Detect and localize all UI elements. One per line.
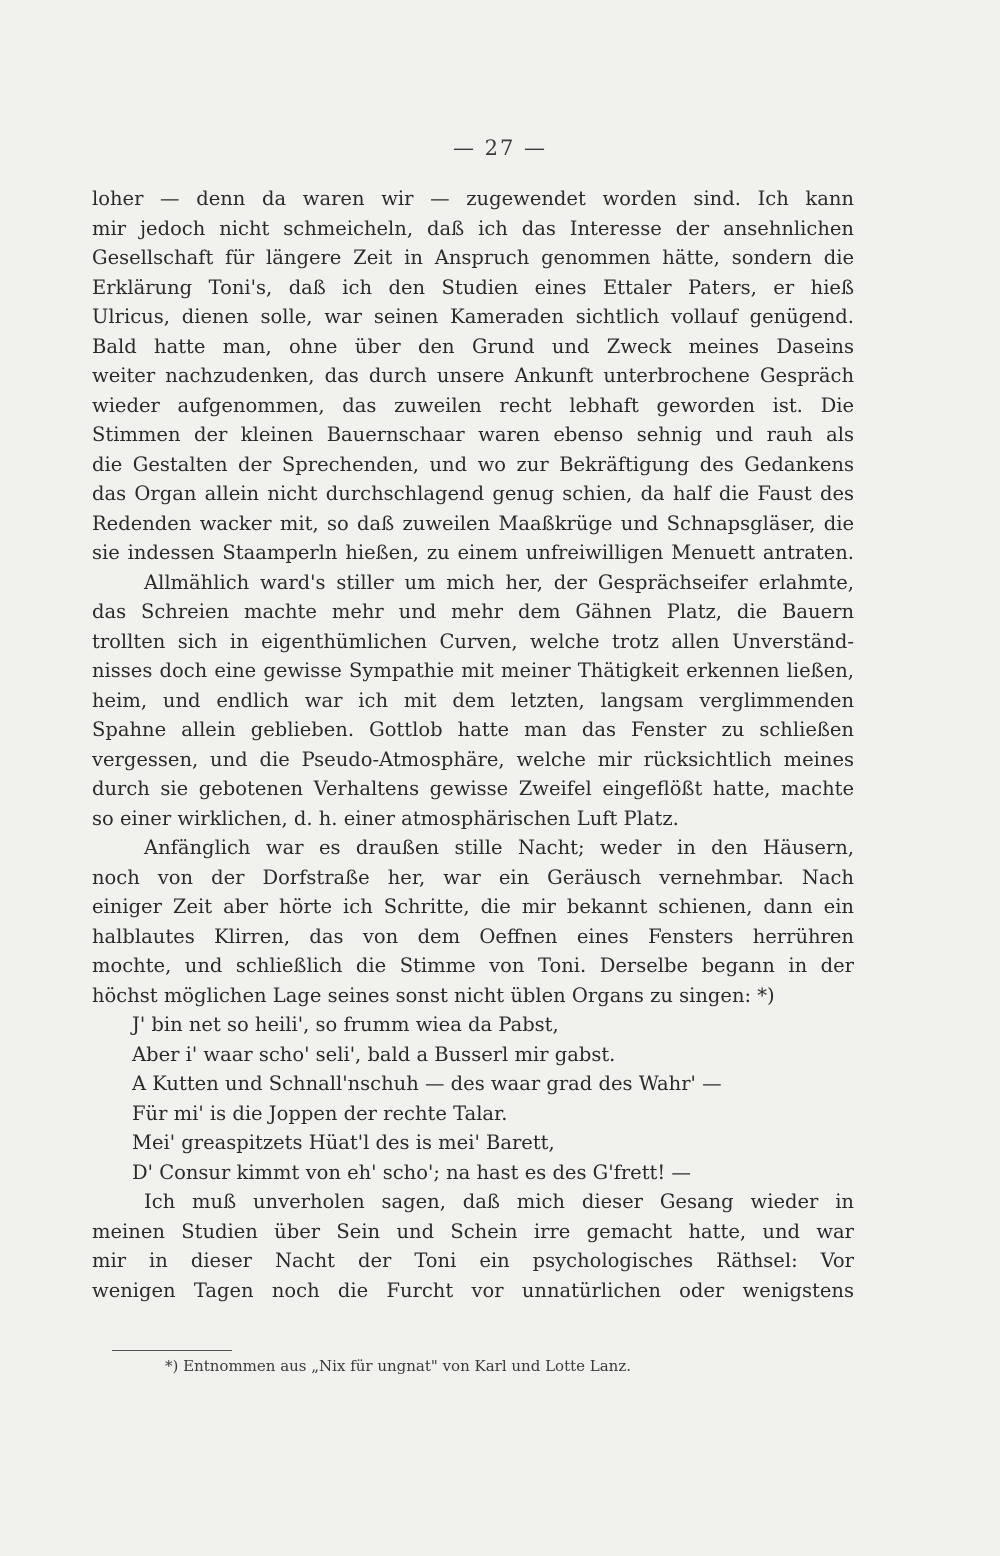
text-line: Ulricus, dienen solle, war seinen Kameraden sichtlich vollauf genügend. [92, 305, 854, 328]
text-line: wenigen Tagen noch die Furcht vor unnatürlichen oder wenigstens [92, 1278, 854, 1302]
verse-line: Aber i' waar scho' seli', bald a Busserl mir gabst. [132, 1042, 616, 1066]
text-line: das Organ allein nicht durchschlagend genug schien, da half die Faust des [92, 482, 854, 505]
verse-line: A Kutten und Schnall'nschuh — des waar grad des Wahr' — [132, 1072, 722, 1095]
text-line: vergessen, und die Pseudo-Atmosphäre, welche mir rücksichtlich meines [92, 747, 854, 771]
footnote-rule [112, 1350, 232, 1351]
text-line: Bald hatte man, ohne über den Grund und Zweck meines Daseins [92, 334, 854, 358]
text-line: wieder aufgenommen, das zuweilen recht lebhaft geworden ist. Die [92, 393, 854, 417]
text-line: weiter nachzudenken, das durch unsere Ankunft unterbrochene Gespräch [92, 364, 854, 387]
text-line: höchst möglichen Lage seines sonst nicht üblen Organs zu singen: *) [92, 983, 775, 1007]
text-line: Redenden wacker mit, so daß zuweilen Maaßkrüge und Schnapsgläser, die [92, 511, 854, 535]
text-line: loher — denn da waren wir — zugewendet worden sind. Ich kann [92, 187, 854, 210]
text-line: Gesellschaft für längere Zeit in Anspruch genommen hätte, sondern die [92, 246, 854, 269]
text-line: heim, und endlich war ich mit dem letzten, langsam verglimmenden [92, 688, 854, 712]
body-text [92, 184, 854, 1305]
text-line: Ich muß unverholen sagen, daß mich dieser Gesang wieder in [144, 1190, 854, 1213]
text-line: die Gestalten der Sprechenden, und wo zur Bekräftigung des Gedankens [92, 452, 854, 476]
text-line: mir in dieser Nacht der Toni ein psychologisches Räthsel: Vor [92, 1249, 854, 1272]
text-line: Stimmen der kleinen Bauernschaar waren ebenso sehnig und rauh als [92, 423, 854, 446]
text-line: einiger Zeit aber hörte ich Schritte, die mir bekannt schienen, dann ein [92, 895, 854, 918]
text-line: meinen Studien über Sein und Schein irre gemacht hatte, und war [92, 1219, 854, 1243]
text-line: sie indessen Staamperln hießen, zu einem unfreiwilligen Menuett antraten. [92, 541, 854, 564]
text-line: Spahne allein geblieben. Gottlob hatte man das Fenster zu schließen [92, 718, 854, 741]
footnote: *) Entnommen aus „Nix für ungnat" von Karl und Lotte Lanz. [165, 1357, 632, 1375]
text-line: nisses doch eine gewisse Sympathie mit meiner Thätigkeit erkennen ließen, [92, 659, 854, 682]
text-line: mochte, und schließlich die Stimme von Toni. Derselbe begann in der [92, 954, 854, 977]
text-line: Erklärung Toni's, daß ich den Studien eines Ettaler Paters, er hieß [92, 275, 854, 299]
text-line: das Schreien machte mehr und mehr dem Gähnen Platz, die Bauern [92, 600, 854, 623]
text-line: Anfänglich war es draußen stille Nacht; weder in den Häusern, [144, 836, 854, 859]
text-line: so einer wirklichen, d. h. einer atmosphärischen Luft Platz. [92, 806, 679, 830]
text-line: noch von der Dorfstraße her, war ein Geräusch vernehmbar. Nach [92, 865, 854, 889]
verse-line: D' Consur kimmt von eh' scho'; na hast es des G'frett! — [132, 1160, 691, 1184]
text-line: durch sie gebotenen Verhaltens gewisse Zweifel eingeflößt hatte, machte [92, 777, 854, 800]
verse-line: Mei' greaspitzets Hüat'l des is mei' Barett, [132, 1131, 555, 1154]
text-line: trollten sich in eigenthümlichen Curven, welche trotz allen Unverständ- [92, 629, 854, 653]
text-line: mir jedoch nicht schmeicheln, daß ich das Interesse der ansehnlichen [92, 216, 854, 240]
verse-line: Für mi' is die Joppen der rechte Talar. [132, 1101, 508, 1125]
text-line: halblautes Klirren, das von dem Oeffnen eines Fensters herrühren [92, 924, 854, 948]
verse-line: J' bin net so heili', so frumm wiea da Pabst, [132, 1013, 559, 1036]
page-number: — 27 — [452, 136, 548, 160]
text-line: Allmählich ward's stiller um mich her, der Gesprächseifer erlahmte, [144, 570, 854, 594]
